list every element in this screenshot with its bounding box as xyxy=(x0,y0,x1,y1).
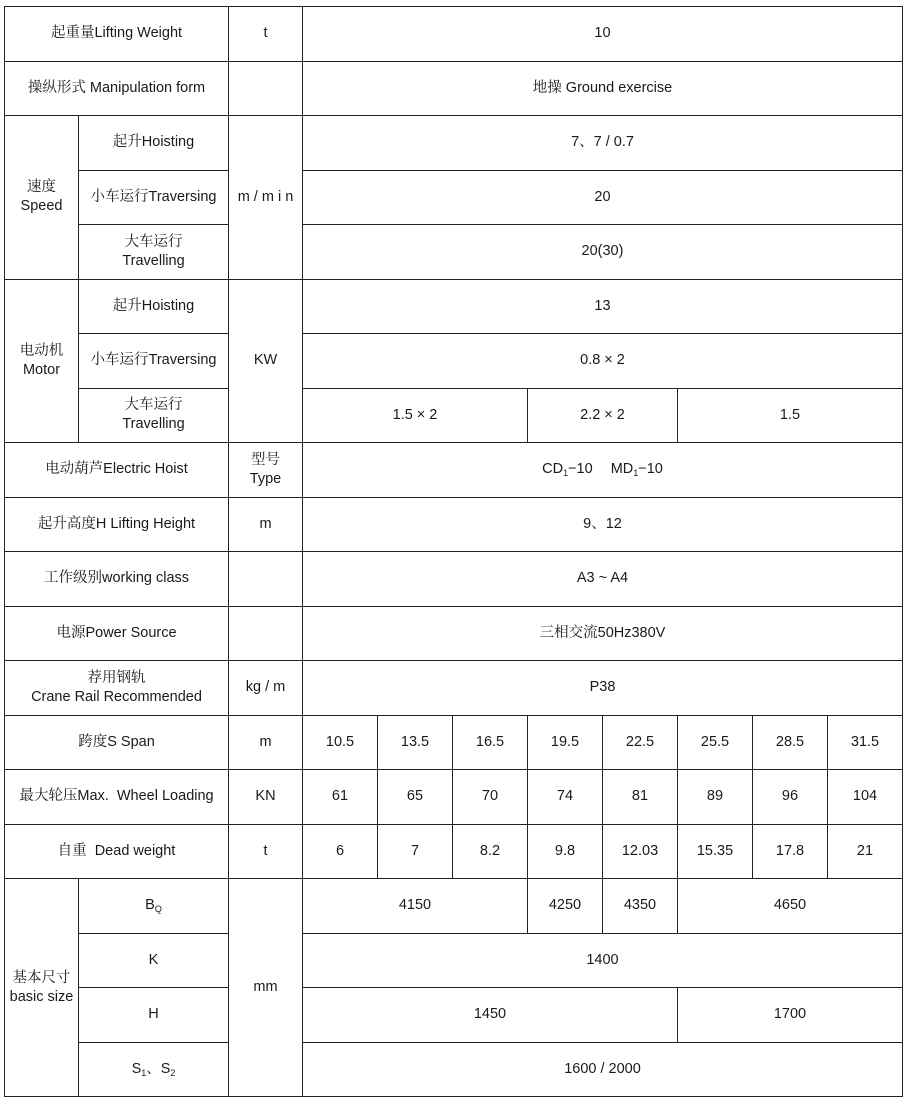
wheel-loading-value: 70 xyxy=(453,770,528,825)
manipulation-value: 地操 Ground exercise xyxy=(303,61,903,116)
basic-size-label-cn: 基本尺寸 xyxy=(12,969,71,986)
hoist-model-1-suffix: −10 xyxy=(568,461,593,478)
manipulation-unit xyxy=(229,61,303,116)
row-crane-rail xyxy=(5,661,903,716)
s-label-sep: 、 xyxy=(146,1060,161,1077)
row-electric-hoist xyxy=(5,443,903,498)
motor-traversing-value: 0.8 × 2 xyxy=(303,334,903,389)
basic-size-group-label xyxy=(5,879,79,1097)
crane-rail-unit: kg / m xyxy=(229,661,303,716)
motor-travelling-value: 1.5 × 2 xyxy=(303,388,528,443)
row-working-class xyxy=(5,552,903,607)
dead-weight-value: 8.2 xyxy=(453,824,528,879)
span-value: 19.5 xyxy=(528,715,603,770)
motor-travelling-label-en: Travelling xyxy=(122,416,185,433)
motor-unit: KW xyxy=(229,279,303,443)
crane-rail-label-en: Crane Rail Recommended xyxy=(31,688,202,705)
wheel-loading-value: 61 xyxy=(303,770,378,825)
wheel-loading-value: 104 xyxy=(828,770,903,825)
span-value: 13.5 xyxy=(378,715,453,770)
span-value: 22.5 xyxy=(603,715,678,770)
bq-label-base: B xyxy=(145,897,155,914)
span-value: 31.5 xyxy=(828,715,903,770)
dead-weight-value: 15.35 xyxy=(678,824,753,879)
span-value: 10.5 xyxy=(303,715,378,770)
speed-traversing-label: 小车运行Traversing xyxy=(79,170,229,225)
s1-label-base: S xyxy=(131,1060,142,1077)
electric-hoist-unit xyxy=(229,443,303,498)
wheel-loading-value: 81 xyxy=(603,770,678,825)
bq-value: 4150 xyxy=(303,879,528,934)
row-basic-size-k xyxy=(5,933,903,988)
span-value: 28.5 xyxy=(753,715,828,770)
bq-label xyxy=(79,879,229,934)
speed-group-label xyxy=(5,116,79,280)
lifting-weight-label: 起重量Lifting Weight xyxy=(5,7,229,62)
crane-rail-value: P38 xyxy=(303,661,903,716)
working-class-unit xyxy=(229,552,303,607)
dead-weight-unit: t xyxy=(229,824,303,879)
wheel-loading-value: 74 xyxy=(528,770,603,825)
h-value: 1450 xyxy=(303,988,678,1043)
speed-travelling-label-en: Travelling xyxy=(122,252,185,269)
dead-weight-value: 21 xyxy=(828,824,903,879)
motor-travelling-value: 2.2 × 2 xyxy=(528,388,678,443)
row-basic-size-bq xyxy=(5,879,903,934)
power-source-unit xyxy=(229,606,303,661)
s1-label-sub: 1 xyxy=(141,1067,147,1078)
row-speed-travelling xyxy=(5,225,903,280)
row-span xyxy=(5,715,903,770)
dead-weight-value: 6 xyxy=(303,824,378,879)
hoist-model-2-sub: 1 xyxy=(633,468,639,479)
dead-weight-value: 9.8 xyxy=(528,824,603,879)
s2-label-sub: 2 xyxy=(170,1067,176,1078)
electric-hoist-label: 电动葫芦Electric Hoist xyxy=(5,443,229,498)
speed-travelling-label-cn: 大车运行 xyxy=(124,233,183,250)
working-class-label: 工作级别working class xyxy=(5,552,229,607)
wheel-loading-value: 89 xyxy=(678,770,753,825)
electric-hoist-value xyxy=(303,443,903,498)
span-unit: m xyxy=(229,715,303,770)
basic-size-unit: mm xyxy=(229,879,303,1097)
speed-travelling-label xyxy=(79,225,229,280)
motor-hoisting-value: 13 xyxy=(303,279,903,334)
row-lifting-weight xyxy=(5,7,903,62)
row-manipulation xyxy=(5,61,903,116)
crane-rail-label xyxy=(5,661,229,716)
dead-weight-value: 12.03 xyxy=(603,824,678,879)
k-label: K xyxy=(79,933,229,988)
hoist-model-2-base: MD xyxy=(610,461,634,478)
spec-table xyxy=(4,6,903,1097)
row-dead-weight xyxy=(5,824,903,879)
motor-hoisting-label: 起升Hoisting xyxy=(79,279,229,334)
motor-travelling-value: 1.5 xyxy=(678,388,903,443)
wheel-loading-value: 96 xyxy=(753,770,828,825)
row-motor-hoisting xyxy=(5,279,903,334)
wheel-loading-value: 65 xyxy=(378,770,453,825)
speed-label-en: Speed xyxy=(20,198,63,215)
electric-hoist-unit-cn: 型号 xyxy=(251,451,280,468)
speed-label-cn: 速度 xyxy=(27,179,56,196)
bq-value: 4650 xyxy=(678,879,903,934)
motor-label-en: Motor xyxy=(22,361,61,378)
motor-travelling-label-cn: 大车运行 xyxy=(124,397,183,414)
motor-group-label xyxy=(5,279,79,443)
bq-value: 4350 xyxy=(603,879,678,934)
row-speed-traversing xyxy=(5,170,903,225)
hoist-model-2-suffix: −10 xyxy=(638,461,663,478)
dead-weight-value: 7 xyxy=(378,824,453,879)
manipulation-label: 操纵形式 Manipulation form xyxy=(5,61,229,116)
k-value: 1400 xyxy=(303,933,903,988)
power-source-label: 电源Power Source xyxy=(5,606,229,661)
row-speed-hoisting xyxy=(5,116,903,171)
s-label xyxy=(79,1042,229,1097)
h-label: H xyxy=(79,988,229,1043)
lifting-weight-value: 10 xyxy=(303,7,903,62)
wheel-loading-label: 最大轮压Max. Wheel Loading xyxy=(5,770,229,825)
basic-size-label-en: basic size xyxy=(9,988,74,1005)
lifting-height-label: 起升高度H Lifting Height xyxy=(5,497,229,552)
hoist-model-1-sub: 1 xyxy=(563,468,569,479)
speed-hoisting-label: 起升Hoisting xyxy=(79,116,229,171)
row-motor-travelling xyxy=(5,388,903,443)
working-class-value: A3 ~ A4 xyxy=(303,552,903,607)
span-value: 16.5 xyxy=(453,715,528,770)
bq-value: 4250 xyxy=(528,879,603,934)
dead-weight-label: 自重 Dead weight xyxy=(5,824,229,879)
wheel-loading-unit: KN xyxy=(229,770,303,825)
dead-weight-value: 17.8 xyxy=(753,824,828,879)
row-power-source xyxy=(5,606,903,661)
row-basic-size-s xyxy=(5,1042,903,1097)
lifting-height-value: 9、12 xyxy=(303,497,903,552)
electric-hoist-unit-en: Type xyxy=(249,470,282,487)
row-wheel-loading xyxy=(5,770,903,825)
speed-traversing-value: 20 xyxy=(303,170,903,225)
s2-label-base: S xyxy=(160,1060,171,1077)
lifting-weight-unit: t xyxy=(229,7,303,62)
motor-label-cn: 电动机 xyxy=(19,342,64,359)
span-value: 25.5 xyxy=(678,715,753,770)
crane-rail-label-cn: 荐用钢轨 xyxy=(87,669,146,686)
lifting-height-unit: m xyxy=(229,497,303,552)
row-basic-size-h xyxy=(5,988,903,1043)
bq-label-sub: Q xyxy=(154,904,162,915)
row-lifting-height xyxy=(5,497,903,552)
span-label: 跨度S Span xyxy=(5,715,229,770)
s-value: 1600 / 2000 xyxy=(303,1042,903,1097)
speed-unit: m / m i n xyxy=(229,116,303,280)
row-motor-traversing xyxy=(5,334,903,389)
hoist-model-1-base: CD xyxy=(542,461,564,478)
motor-travelling-label xyxy=(79,388,229,443)
power-source-value: 三相交流50Hz380V xyxy=(303,606,903,661)
speed-hoisting-value: 7、7 / 0.7 xyxy=(303,116,903,171)
h-value: 1700 xyxy=(678,988,903,1043)
motor-traversing-label: 小车运行Traversing xyxy=(79,334,229,389)
speed-travelling-value: 20(30) xyxy=(303,225,903,280)
